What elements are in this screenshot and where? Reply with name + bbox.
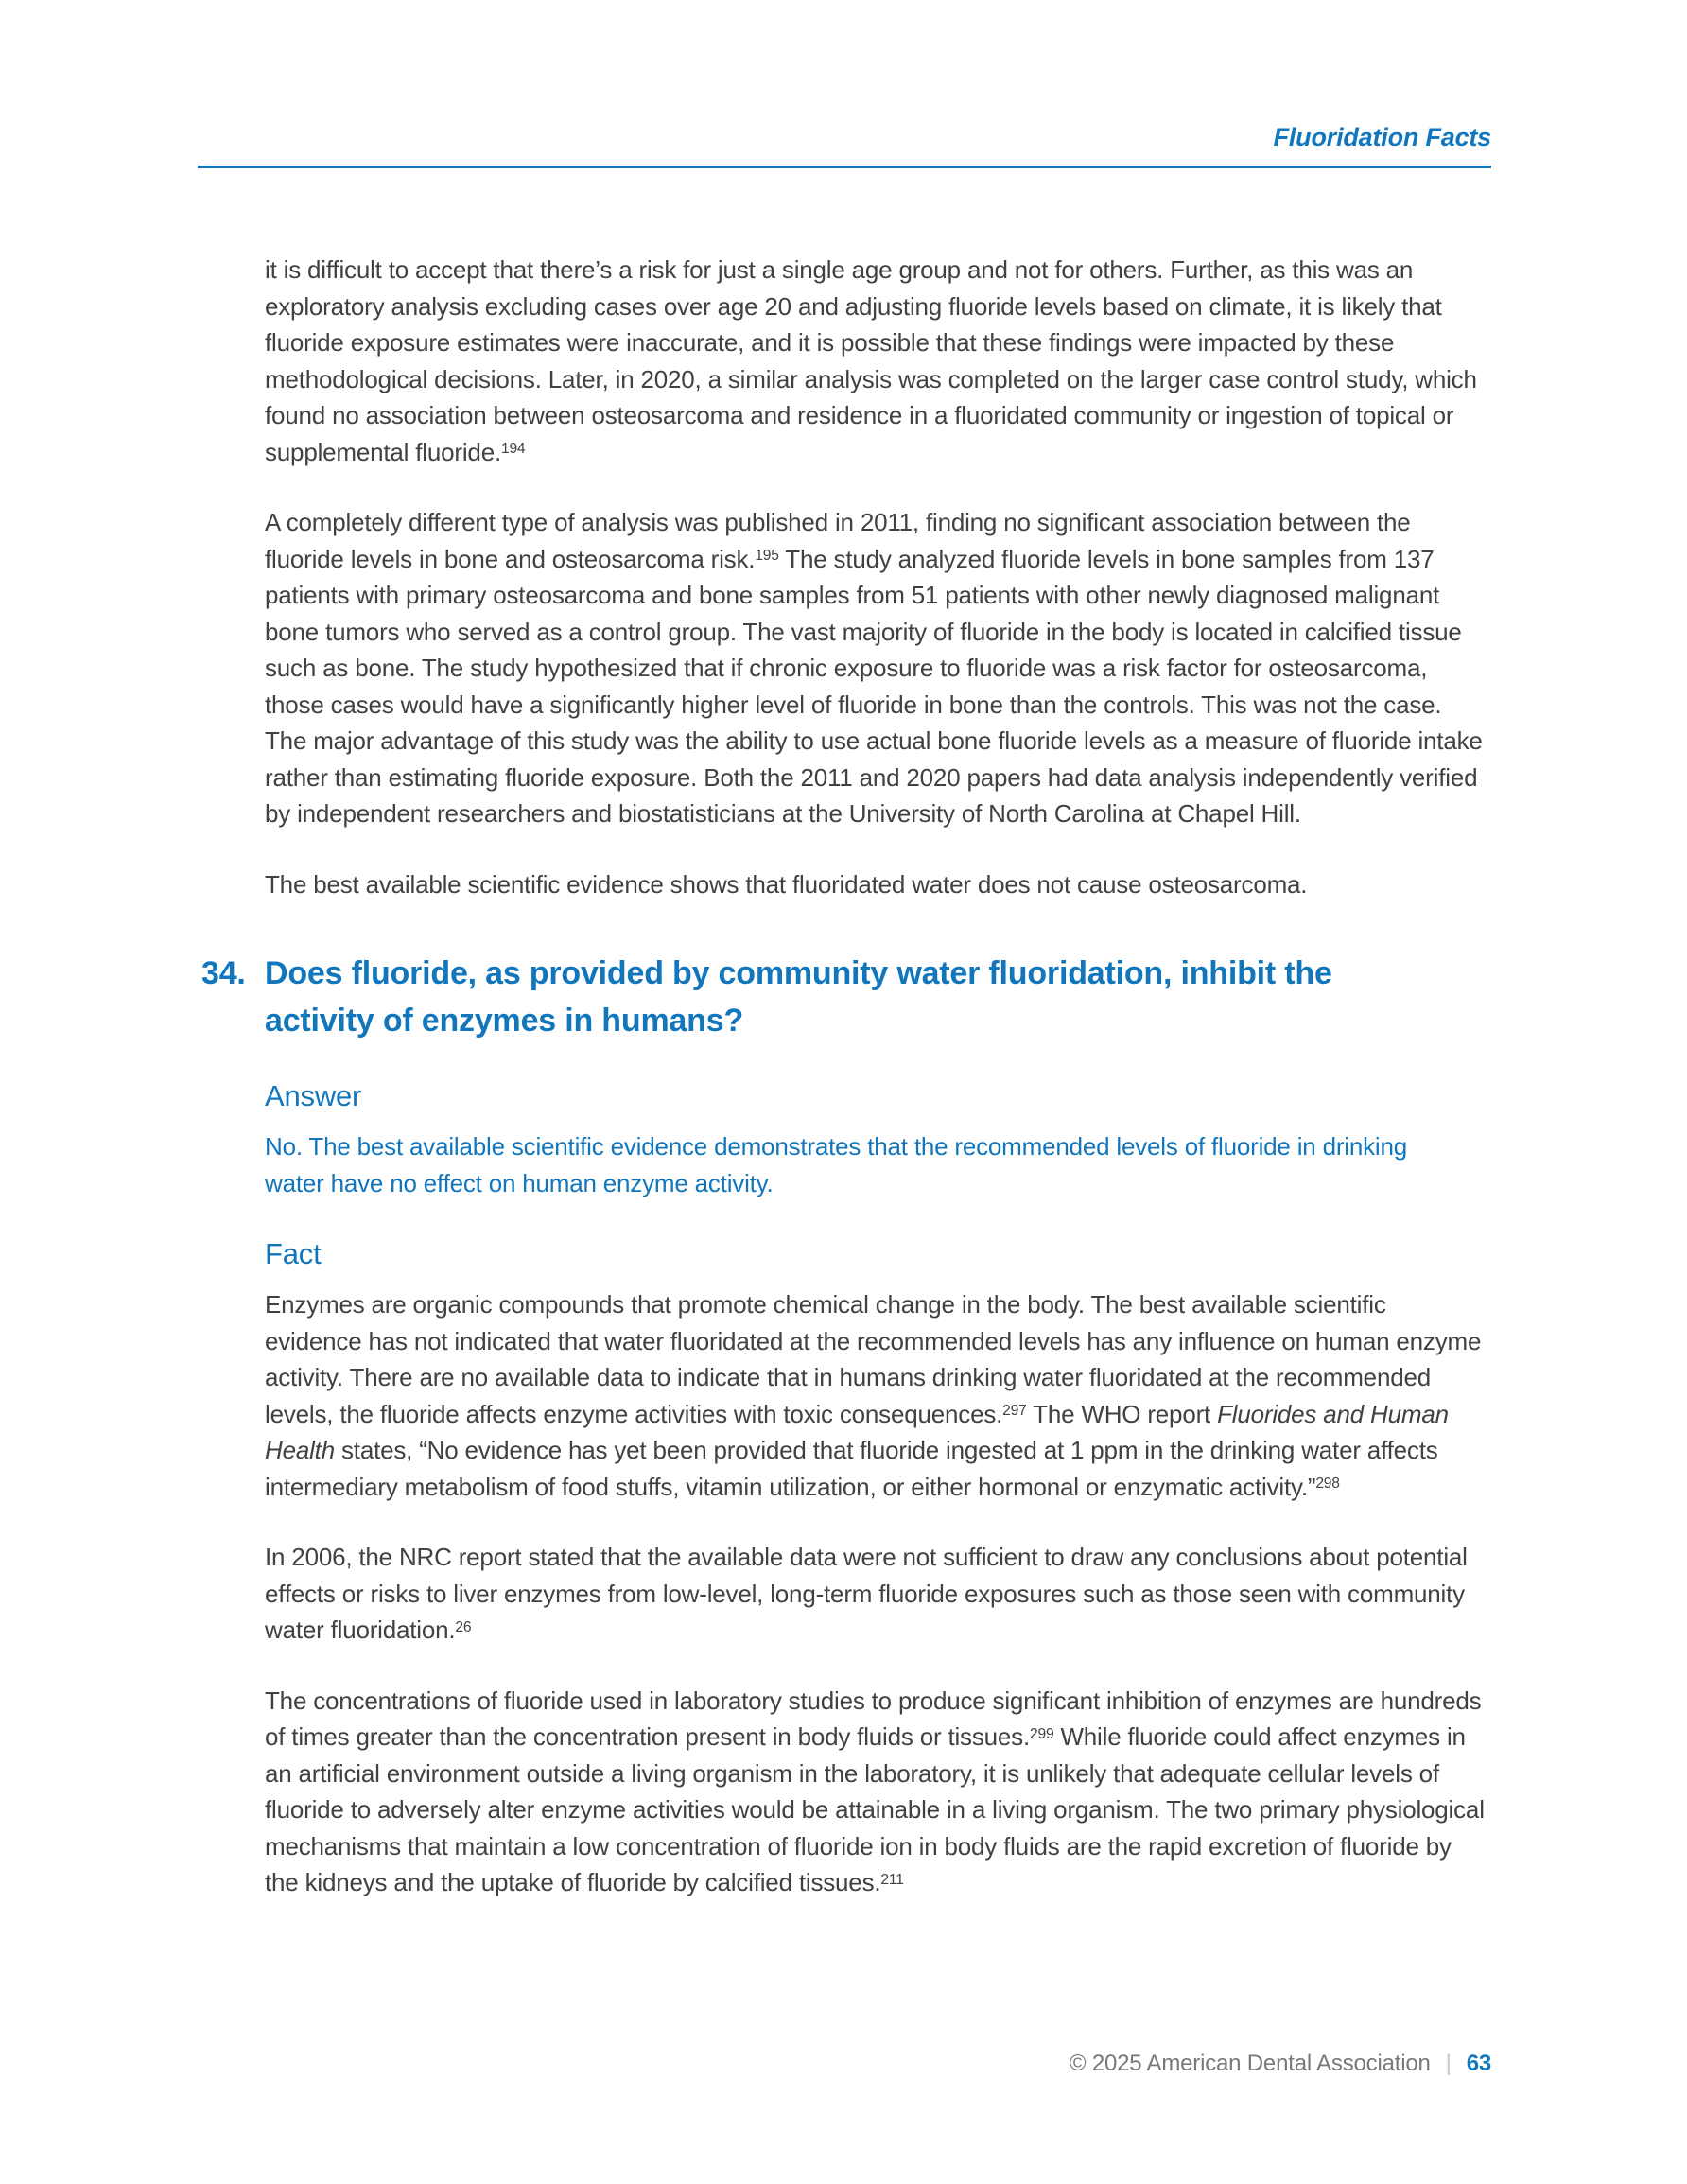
fact-heading: Fact [265,1237,322,1270]
copyright-text: © 2025 American Dental Association [1069,2051,1431,2076]
page-number: 63 [1466,2051,1491,2076]
answer-text: No. The best available scientific evidence demonstrates that the recommended levels of fluoride in drinking water have no effect on human enzyme activity. [265,1132,1408,1197]
question-34-section [201,950,1487,1901]
fact-paragraph-1: Enzymes are organic compounds that promote chemical change in the body. The best available scientific evidence has not indicated that water fluoridated at the recommended levels has any influence on human enzyme activity. There are no available data to indicate that in humans drinking water fluoridated at the recommended levels, the fluoride affects enzyme activities with toxic consequences.$^{297}$ The WHO report Fluorides and Human Health states, “No evidence has yet been provided that fluoride ingested at 1 ppm in the drinking water affects intermediary metabolism of food stuffs, vitamin utilization, or either hormonal or enzymatic activity.”$^{298}$ [265,1290,1482,1501]
fact-section [265,1286,1487,1901]
running-header-title: Fluoridation Facts [1273,123,1491,151]
intro-paragraph-2: A completely different type of analysis was published in 2011, finding no significant association between the fluoride levels in bone and osteosarcoma risk.$^{195}$ The study analyzed fluoride levels in bone samples from 137 patients with primary osteosarcoma and bone samples from 51 patients with other newly diagnosed malignant bone tumors who served as a control group. The vast majority of fluoride in the body is located in calcified tissue such as bone. The study hypothesized that if chronic exposure to fluoride was a risk factor for osteosarcoma, those cases would have a significantly higher level of fluoride in bone than the controls. This was not the case. The major advantage of this study was the ability to use actual bone fluoride levels as a measure of fluoride intake rather than estimating fluoride exposure. Both the 2011 and 2020 papers had data analysis independently verified by independent researchers and biostatisticians at the University of North Carolina at Chapel Hill. [265,508,1483,828]
question-title: Does fluoride, as provided by community water fluoridation, inhibit the activity of enzymes in humans? [265,955,1332,1039]
answer-heading: Answer [265,1079,362,1112]
intro-paragraph-3: The best available scientific evidence shows that fluoridated water does not cause osteosarcoma. [265,869,1308,899]
header-rule [198,166,1491,168]
footer-separator: | [1445,2051,1452,2076]
page-content [201,252,1487,1901]
question-number: 34. [201,955,246,991]
question-heading [201,950,1487,1044]
page-footer [1070,2051,1491,2077]
fact-paragraph-3: The concentrations of fluoride used in laboratory studies to produce significant inhibition of enzymes are hundreds of times greater than the concentration present in body fluids or tissues.$^{299}$ While fluoride could affect enzymes in an artificial environment outside a living organism in the laboratory, it is unlikely that adequate cellular levels of fluoride to adversely alter enzyme activities would be attainable in a living organism. The two primary physiological mechanisms that maintain a low concentration of fluoride ion in body fluids are the rapid excretion of fluoride by the kidneys and the uptake of fluoride by calcified tissues.$^{211}$ [265,1686,1485,1896]
fact-paragraph-2: In 2006, the NRC report stated that the available data were not sufficient to draw any conclusions about potential effects or risks to liver enzymes from low-level, long-term fluoride exposures such as those seen with community water fluoridation.$^{26}$ [265,1543,1468,1644]
intro-paragraph-1: it is difficult to accept that there’s a risk for just a single age group and not for others. Further, as this was an exploratory analysis excluding cases over age 20 and adjusting fluoride levels based on climate, it is likely that fluoride exposure estimates were inaccurate, and it is possible that these findings were impacted by these methodological decisions. Later, in 2020, a similar analysis was completed on the larger case control study, which found no association between osteosarcoma and residence in a fluoridated community or ingestion of topical or supplemental fluoride.$^{194}$ [265,255,1477,466]
intro-section [265,252,1487,902]
page-header [0,0,1687,168]
